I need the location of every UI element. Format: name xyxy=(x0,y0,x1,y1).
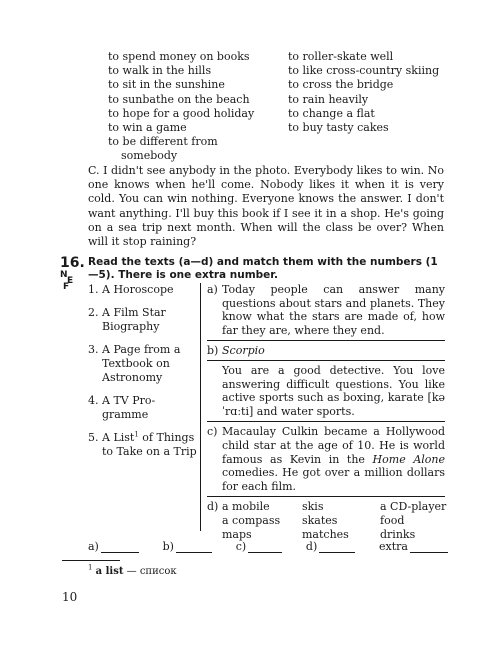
word: maps xyxy=(222,527,252,541)
text-letter: c) xyxy=(207,425,218,439)
answer-label: a) xyxy=(88,540,99,553)
answer-label: b) xyxy=(162,540,174,553)
footnote-marker: 1 xyxy=(134,430,139,439)
word: drinks xyxy=(380,527,416,541)
numbered-list xyxy=(88,283,200,468)
phrase: to buy tasty cakes xyxy=(288,121,389,135)
answer-extra xyxy=(379,540,448,553)
answer-label: extra xyxy=(379,540,408,553)
nef-letter: E xyxy=(67,276,74,286)
text-b xyxy=(207,344,445,418)
divider xyxy=(207,360,445,361)
phrase: to spend money on books xyxy=(108,50,250,63)
phrase: to win a game xyxy=(108,121,187,135)
item-label: A Film Star Biography xyxy=(102,306,166,333)
exercise-number: 16. xyxy=(60,255,85,271)
answer-line xyxy=(88,540,448,553)
word: skis xyxy=(302,500,324,514)
section-c-paragraph: C. I didn't see anybody in the photo. Everybody likes to win. No one knows when he'll come. Nobody likes it when it is very cold. You can win nothing. Everyone knows the answer. I don't want anything. I'll buy this book if I see it in a shop. He's going on a sea trip next month. When will the class be over? When will it stop raining? xyxy=(88,164,444,249)
word: matches xyxy=(302,527,349,541)
word: food xyxy=(380,513,405,527)
list-item xyxy=(88,431,200,459)
item-number: 3. xyxy=(88,343,99,356)
answer-label: d) xyxy=(305,540,318,553)
answer-blank[interactable] xyxy=(410,542,448,553)
footnote-rule xyxy=(62,560,120,561)
phrase: to like cross-country skiing xyxy=(288,64,440,78)
item-label: A Page from a Textbook on Astronomy xyxy=(102,343,181,384)
nef-letter: F xyxy=(63,282,70,292)
footnote-translation: — список xyxy=(123,566,177,577)
divider xyxy=(207,340,445,341)
nef-letter: N xyxy=(60,270,68,280)
texts-column xyxy=(207,283,445,544)
text-body: Today people can answer many questions about stars and planets. They know what the stars are made of, how far they are, where they end. xyxy=(222,283,445,337)
item-label: of Things to Take on a Trip xyxy=(102,431,197,458)
answer-blank[interactable] xyxy=(176,542,212,553)
phrase: to sunbathe on the beach xyxy=(108,92,250,106)
word: a CD-player xyxy=(380,500,447,514)
word-grid xyxy=(222,500,445,541)
divider xyxy=(207,496,445,497)
divider xyxy=(207,421,445,422)
list-item xyxy=(88,394,200,422)
phrase: to sit in the sunshine xyxy=(108,78,225,92)
text-letter: a) xyxy=(207,283,218,296)
phrase-continuation: somebody xyxy=(121,149,178,163)
column-divider xyxy=(200,283,201,531)
phrases-left-column xyxy=(108,50,278,164)
answer-a xyxy=(88,540,139,553)
word: a compass xyxy=(222,513,281,527)
text-a xyxy=(207,283,445,337)
phrase: to be different from xyxy=(108,135,218,149)
exercise-instruction: Read the texts (a—d) and match them with the numbers (1—5). There is one extra number. xyxy=(88,256,438,281)
phrase: to walk in the hills xyxy=(108,64,212,78)
list-item xyxy=(88,306,200,334)
text-d xyxy=(207,500,445,541)
phrases-right-column xyxy=(288,50,478,135)
item-number: 2. xyxy=(88,306,99,319)
answer-d xyxy=(306,540,355,553)
list-item xyxy=(88,343,200,385)
text-body: Macaulay Culkin became a Hollywood child star at the age of 10. He is world famous as Kevin in the xyxy=(222,425,445,466)
phrase: to roller-skate well xyxy=(288,50,394,63)
word: skates xyxy=(302,513,338,527)
footnote-marker: 1 xyxy=(88,563,93,572)
text-c xyxy=(207,425,445,493)
film-title: Home Alone xyxy=(372,452,445,466)
text-title: Scorpio xyxy=(222,344,265,358)
text-body: and water sports. xyxy=(253,404,355,418)
item-number: 4. xyxy=(88,394,99,407)
phrase: to hope for a good holiday xyxy=(108,106,255,120)
phrase: to change a flat xyxy=(288,106,375,120)
answer-label: c) xyxy=(235,540,247,553)
footnote xyxy=(88,563,177,577)
phrase: to cross the bridge xyxy=(288,78,394,92)
item-label: A List xyxy=(102,431,135,444)
text-body: comedies. He got over a million dollars for each film. xyxy=(222,466,445,493)
item-number: 1. xyxy=(88,283,99,296)
text-letter: b) xyxy=(207,344,219,358)
footnote-term: a list xyxy=(95,566,124,577)
nef-icon xyxy=(60,271,82,293)
phrase: to rain heavily xyxy=(288,92,369,106)
transcription: [kəˈrɑːti] xyxy=(222,391,445,418)
item-label: A TV Pro-gramme xyxy=(102,394,156,421)
word: a mobile xyxy=(222,500,270,514)
item-label: A Horoscope xyxy=(102,283,174,296)
answer-blank[interactable] xyxy=(319,542,355,553)
answer-blank[interactable] xyxy=(248,542,282,553)
page-number: 10 xyxy=(62,590,78,604)
list-item xyxy=(88,283,200,297)
text-letter: d) xyxy=(207,500,219,514)
answer-b xyxy=(163,540,212,553)
answer-blank[interactable] xyxy=(101,542,139,553)
answer-c xyxy=(236,540,282,553)
text-body: You are a good detective. You love answering difficult questions. You like active sports such as boxing, karate xyxy=(222,363,445,405)
item-number: 5. xyxy=(88,431,99,444)
